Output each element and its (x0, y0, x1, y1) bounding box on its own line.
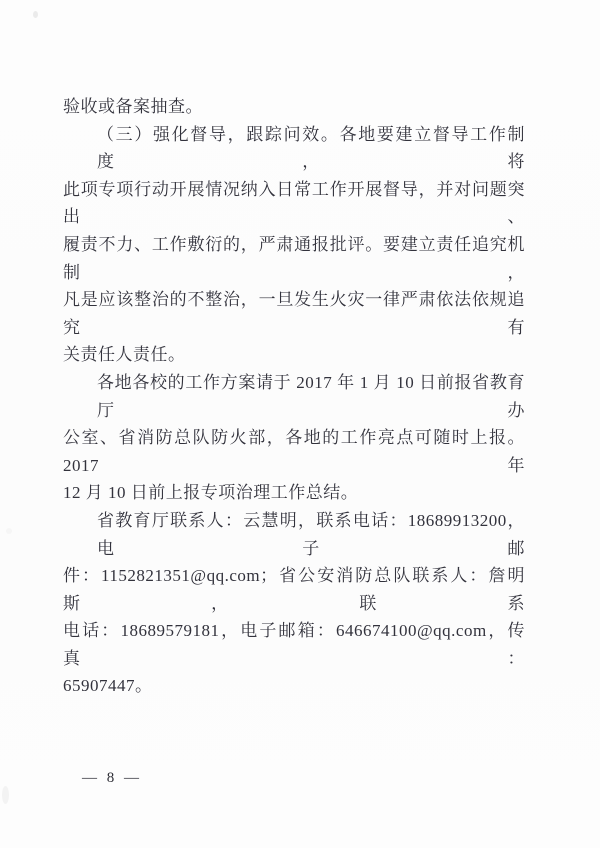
text-line: 凡是应该整治的不整治，一旦发生火灾一律严肃依法依规追究有 (63, 290, 525, 337)
text-line: （三）强化督导，跟踪问效。各地要建立督导工作制度，将 (97, 124, 525, 172)
scan-artifact (33, 11, 38, 18)
text-line: 电话：18689579181，电子邮箱：646674100@qq.com，传真： (63, 621, 525, 668)
paragraph (63, 507, 525, 700)
text-line: 此项专项行动开展情况纳入日常工作开展督导，并对问题突出、 (63, 179, 525, 227)
scan-artifact (2, 786, 9, 804)
scan-artifact (6, 528, 12, 534)
text-line: 履责不力、工作敷衍的，严肃通报批评。要建立责任追究机制， (63, 234, 525, 282)
text-line: 验收或备案抽查。 (63, 97, 203, 116)
paragraph (63, 93, 525, 121)
text-line: 各地各校的工作方案请于 2017 年 1 月 10 日前报省教育厅办 (97, 372, 525, 420)
text-line: 关责任人责任。 (63, 345, 186, 365)
text-line: 65907447。 (63, 676, 153, 696)
paragraph (63, 369, 525, 507)
page-number: — 8 — (82, 770, 142, 786)
text-line: 件：1152821351@qq.com；省公安消防总队联系人：詹明斯，联系 (63, 566, 525, 613)
text-line: 12 月 10 日前上报专项治理工作总结。 (63, 483, 359, 503)
text-line: 公室、省消防总队防火部，各地的工作亮点可随时上报。2017 年 (63, 428, 525, 475)
document-body (63, 93, 525, 700)
text-line: 省教育厅联系人：云慧明，联系电话：18689913200，电子邮 (97, 510, 525, 558)
paragraph (63, 121, 525, 369)
